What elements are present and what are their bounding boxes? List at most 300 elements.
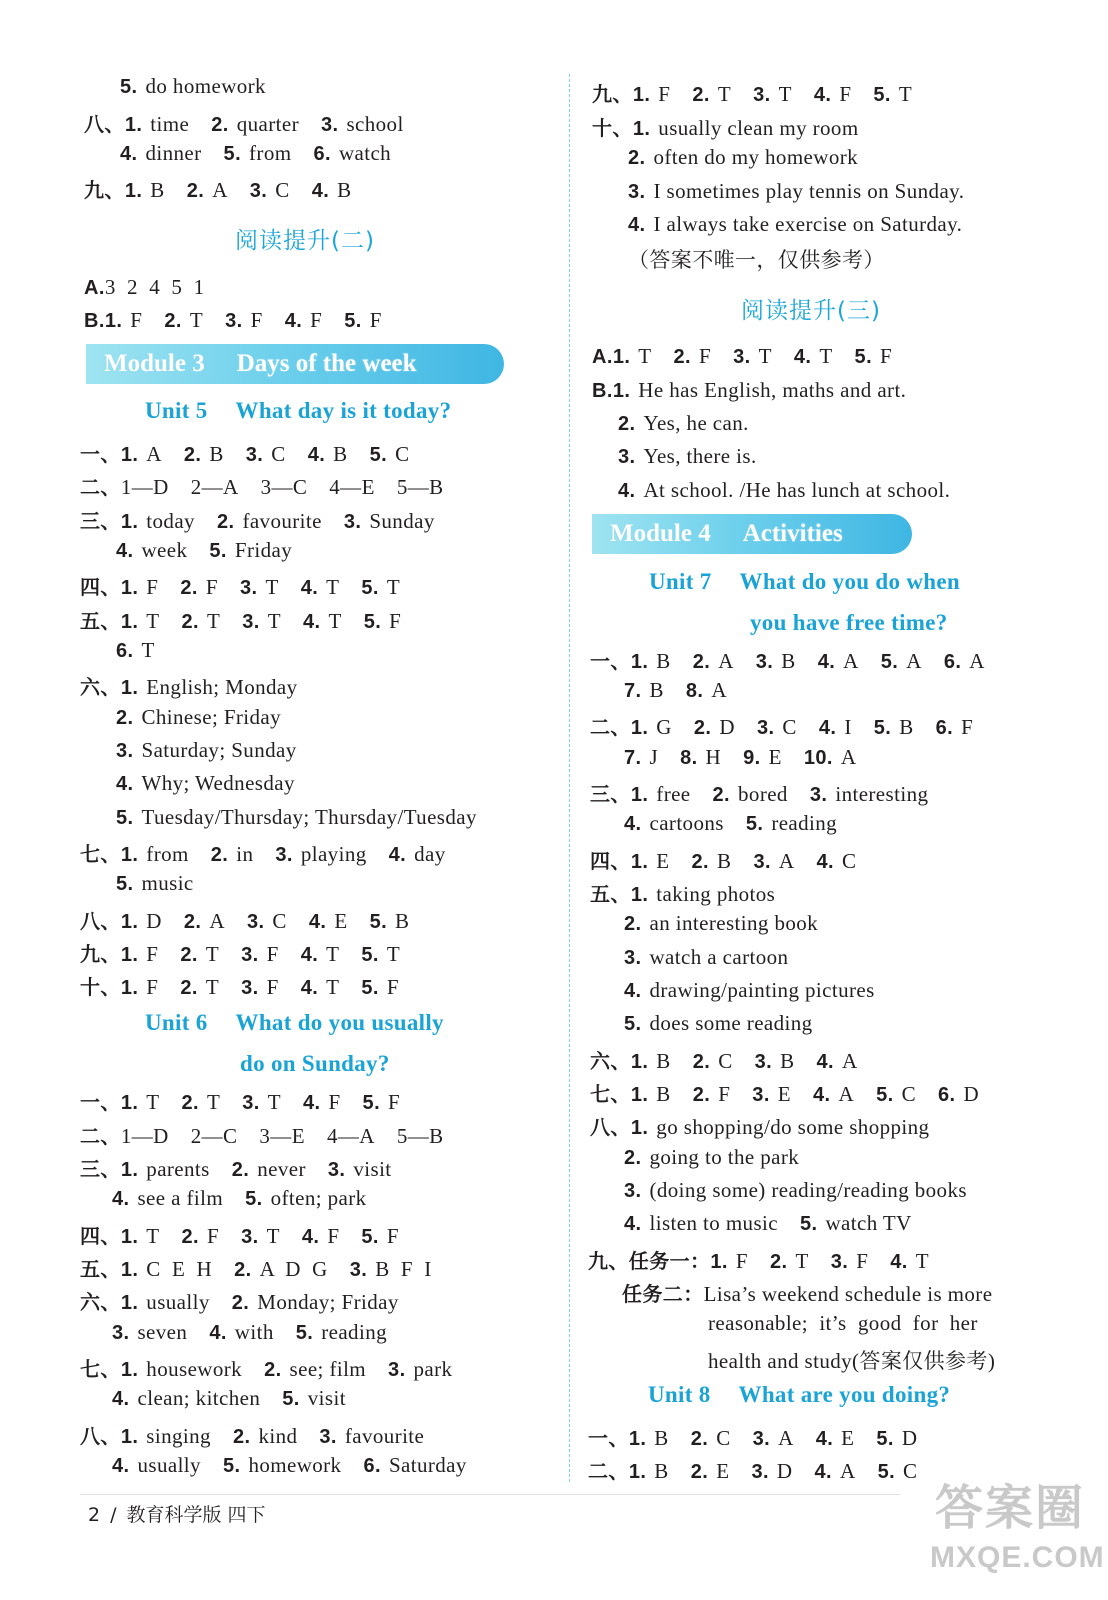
answer-text: T [146,1090,160,1114]
answer-line [80,1286,399,1315]
answer-text: C [395,442,410,466]
item-number: 4. [300,577,319,599]
answer-text: F [699,344,712,368]
item-number: 2. [186,180,205,202]
item-number: 5. [295,1322,314,1344]
unit-6-label: Unit 6 [145,1010,208,1035]
answer-text: At school. /He has lunch at school. [643,478,951,502]
question-number: 一、 [80,444,121,466]
answer-text: T [915,1249,929,1273]
answer-item [121,942,159,967]
item-number: 5. [877,1461,896,1483]
answer-item [674,344,712,369]
item-number: 1. [120,511,139,533]
answer-text: B [654,1426,669,1450]
answer-item [810,782,929,807]
answer-text: 4—A [326,1124,375,1148]
question-number: 六、 [80,1292,121,1314]
answer-text: in [236,842,254,866]
item-number: 4. [300,977,319,999]
watermark-url: MXQE.COM [930,1541,1105,1574]
answer-text: B [337,178,352,202]
answer-text: visit [307,1386,346,1410]
answer-text: favourite [242,509,322,533]
item-number: 4. [816,1051,835,1073]
answer-text: never [257,1157,306,1181]
answer-item [816,1426,855,1451]
answer-text: He has English, maths and art. [638,378,907,402]
answer-item [628,179,964,204]
answer-item [370,909,410,934]
answer-text: E [334,909,348,933]
answer-item [233,1424,297,1449]
answer-item [211,112,299,137]
answer-item [815,1459,856,1484]
unit-7-heading [649,569,960,595]
answer-text: T [326,942,340,966]
question-number: 一、 [80,1092,121,1114]
answer-text: B [209,442,224,466]
answer-item [121,1290,210,1315]
question-number: 八、 [80,911,121,933]
answer-text: today [146,509,195,533]
answer-text: T [778,82,792,106]
answer-item [708,1311,978,1336]
answer-line [590,1078,979,1107]
item-number: 4. [815,1428,834,1450]
answer-item [164,308,203,333]
answer-line [590,1111,929,1140]
answer-line [120,141,391,166]
question-number: 四、 [590,851,631,873]
answer-text: F [658,82,671,106]
unit-5-title: What day is it today? [235,398,452,423]
item-number: 4. [112,1188,130,1210]
answer-text: from [249,141,292,165]
answer-item [182,1090,221,1115]
answer-item [364,609,402,634]
answer-item [819,715,852,740]
answer-line [116,771,295,796]
answer-item [245,1186,366,1211]
answer-line [80,1220,399,1249]
item-number: 2. [181,611,200,633]
question-number: 八、 [84,114,125,136]
item-number: 5. [245,1188,263,1210]
item-number: 1. [120,1159,139,1181]
answer-text: C [272,909,287,933]
answer-item [680,745,721,770]
answer-item [618,411,749,436]
answer-text: B [656,1082,671,1106]
answer-line [80,971,399,1000]
answer-text: T [146,1224,160,1248]
item-number: 5. [344,310,362,332]
question-number: 七、 [80,844,121,866]
page-footer [88,1500,266,1527]
answer-text: English; Monday [146,675,298,699]
item-number: 1. [120,844,139,866]
answer-text: day [414,842,446,866]
answer-text: T [386,575,401,599]
item-number: 3. [246,911,265,933]
answer-text: favourite [344,1424,425,1448]
item-number: 5. [873,717,892,739]
answer-item [817,1049,858,1074]
answer-text: C [841,849,857,873]
item-number: 6. [116,640,134,662]
item-number: 2. [712,784,731,806]
answer-item [704,1282,993,1307]
item-number: 3. [319,1426,337,1448]
answer-line [624,811,837,836]
item-number: 4. [311,180,330,202]
answer-text: time [150,112,190,136]
answer-line [628,212,962,237]
answer-item [770,1249,809,1274]
answer-text: park [413,1357,453,1381]
answer-line [592,378,906,403]
answer-text: F [146,942,159,966]
answer-text: D [901,1426,918,1450]
answer-text: watch [338,141,392,165]
answer-text: B F I [375,1257,432,1281]
item-number: 3. [225,310,243,332]
answer-item [327,1124,375,1149]
answer-text: playing [300,842,367,866]
item-number: 4. [302,611,321,633]
answer-text: F [146,975,159,999]
item-number: 4. [112,1455,130,1477]
answer-line [624,1145,799,1170]
question-number: 五、 [80,611,121,633]
answer-text: kind [258,1424,298,1448]
answer-text: D [719,715,735,739]
answer-item [370,442,410,467]
answer-text: B [781,649,796,673]
answer-line [80,505,435,534]
answer-item [757,715,797,740]
question-number: 二、 [80,1126,121,1148]
answer-item [631,1049,671,1074]
answer-item [121,509,195,534]
question-number: 四、 [80,577,121,599]
answer-text: visit [353,1157,392,1181]
item-number: 4. [624,1213,642,1235]
answer-item [710,1249,748,1274]
item-number: 2. [264,1359,282,1381]
item-number: 1. [630,884,649,906]
answer-text: C [275,178,290,202]
answer-line [590,711,973,740]
item-number: 3. [754,1051,773,1073]
item-number: 3. [624,1180,642,1202]
watermark-text: 答案圈 [934,1480,1085,1536]
answer-item [389,842,446,867]
item-number: 1. [120,911,139,933]
answer-item [241,975,279,1000]
answer-item [116,871,194,896]
answer-text: I sometimes play tennis on Sunday. [653,179,965,203]
answer-item [301,942,340,967]
item-number: 4. [307,444,326,466]
answer-item [794,344,833,369]
answer-item [296,1320,387,1345]
answer-line [80,905,409,934]
item-number: 5. [854,346,873,368]
answer-text: B [717,849,732,873]
answer-line [116,638,155,663]
question-number: 二、 [80,477,121,499]
answer-text: F [207,1224,220,1248]
answer-line [588,1455,917,1484]
question-number: 二、 [590,717,631,739]
answer-text: D [146,909,162,933]
item-number: 3. [245,444,264,466]
answer-text: B [654,1459,669,1483]
item-number: 2. [116,707,134,729]
answer-item [873,82,912,107]
answer-item [240,575,279,600]
answer-text: 2—C [190,1124,238,1148]
answer-line [80,1353,452,1382]
answer-item [211,842,254,867]
answer-item [804,745,857,770]
item-number: 1. [632,118,651,140]
answer-text: 3 2 4 5 1 [104,275,205,299]
item-number: 3. [241,1226,259,1248]
answer-item [817,849,857,874]
module-3-label: Module 3 [104,350,205,377]
item-number: 4. [628,214,646,236]
answer-line [628,244,885,274]
item-number: 1. [630,717,649,739]
answer-text: T [386,942,401,966]
item-number: 5. [880,651,899,673]
item-number: 4. [112,1388,130,1410]
answer-text: F [205,575,218,599]
answer-text: singing [146,1424,211,1448]
answer-text: does some reading [649,1011,813,1035]
answer-item [116,705,281,730]
answer-item [813,1082,854,1107]
answer-item [693,1082,731,1107]
answer-line [84,174,352,203]
answer-item [800,1211,912,1236]
item-number: 4. [817,651,836,673]
footer-separator: / [110,1504,117,1526]
answer-line [116,805,477,830]
answer-text: T [189,308,204,332]
answer-text: see; film [289,1357,367,1381]
item-number: 2. [769,1251,788,1273]
answer-item [112,1453,201,1478]
item-number: 2. [690,1428,709,1450]
answer-item [182,609,221,634]
answer-item [187,178,228,203]
answer-text: T [146,609,160,633]
item-number: 5. [624,1013,642,1035]
item-number: 5. [363,611,382,633]
answer-item [116,738,297,763]
answer-text: Why; Wednesday [141,771,295,795]
answer-text: A [839,1459,856,1483]
answer-item [313,141,391,166]
answer-item [321,112,404,137]
answer-item [631,1115,930,1140]
item-number: 8. [680,747,698,769]
item-number: 4. [818,717,837,739]
item-number: 1. [632,84,651,106]
answer-line [624,945,788,970]
answer-item [624,911,818,936]
item-number: 3. [320,114,339,136]
item-number: 5. [116,807,134,829]
answer-item [225,308,263,333]
answer-text: from [146,842,189,866]
answer-text: T [795,1249,809,1273]
question-number: 三、 [590,784,631,806]
answer-item [624,1178,967,1203]
answer-item [120,74,266,99]
item-number: 1. [124,114,143,136]
item-number: 1. [628,1428,647,1450]
answer-item [309,909,348,934]
answer-line [618,478,950,503]
answer-line [624,978,875,1003]
item-number: 4. [813,84,832,106]
answer-text: A [840,745,857,769]
answer-text: C [903,1459,918,1483]
item-number: 2. [624,1147,642,1169]
item-number: 3. [242,1092,260,1114]
item-number: 5. [223,143,242,165]
module-4-title: Activities [742,520,843,547]
answer-text: （答案不唯一，仅供参考） [628,248,885,272]
item-number: 4. [816,851,834,873]
item-number: 2. [628,147,646,169]
item-number: 2. [692,1084,711,1106]
answer-item [751,1459,792,1484]
item-number: 5. [361,1226,379,1248]
answer-text: 2—A [190,475,239,499]
item-number: 5. [876,1084,894,1106]
answer-item [624,978,875,1003]
item-number: 2. [181,1226,200,1248]
answer-item [121,1090,160,1115]
answer-text: Chinese; Friday [141,705,282,729]
answer-text: E [768,745,782,769]
answer-item [746,811,837,836]
answer-text: T [638,344,652,368]
answer-item [752,1082,791,1107]
answer-text: reading [771,811,838,835]
edition-label: 教育科学版 四下 [126,1504,266,1526]
answer-item [881,649,922,674]
question-number: B. [592,380,613,402]
answer-item [116,538,187,563]
item-number: 3. [112,1322,130,1344]
answer-text: reading [321,1320,387,1344]
answer-line [624,911,818,936]
item-number: 1. [630,784,649,806]
answer-item [743,745,782,770]
question-number: 三、 [80,511,121,533]
answer-item [613,344,652,369]
answer-item [692,849,732,874]
answer-line [84,308,382,333]
answer-item [633,116,859,141]
item-number: 3. [249,180,268,202]
item-number: 5. [799,1213,818,1235]
answer-item [329,475,375,500]
answer-line [112,1320,387,1345]
item-number: 3. [755,651,774,673]
answer-line [80,938,400,967]
answer-text: Friday [234,538,293,562]
answer-item [344,509,435,534]
answer-text: A [212,178,228,202]
answer-text: F [386,975,399,999]
item-number: 3. [618,446,636,468]
item-number: 2. [692,84,710,106]
answer-item [361,575,400,600]
answer-line [116,538,292,563]
answer-text: T [207,609,221,633]
page-number: 2 [88,1504,101,1526]
answer-item [755,1049,795,1074]
answer-item [209,1320,273,1345]
answer-text: A D G [259,1257,328,1281]
module-4-banner [592,514,912,554]
answer-line [624,1178,967,1203]
question-number: 七、 [80,1359,121,1381]
item-number: 1. [630,651,649,673]
answer-item [624,745,658,770]
answer-line [622,1278,992,1307]
answer-text: G [656,715,672,739]
answer-item [112,1320,187,1345]
answer-item [121,575,159,600]
answer-item [182,1224,220,1249]
answer-text: cartoons [649,811,724,835]
item-number: 5. [369,444,388,466]
answer-text: seven [137,1320,188,1344]
answer-line [84,275,205,300]
item-number: 1. [120,1092,139,1114]
answer-item [184,442,224,467]
answer-item [693,1049,733,1074]
item-number: 9. [743,747,761,769]
item-number: 4. [814,1461,832,1483]
item-number: 6. [937,1084,956,1106]
item-number: 5. [873,84,891,106]
question-number: A. [84,277,105,299]
item-number: 3. [752,1084,770,1106]
item-number: 6. [313,143,331,165]
answer-item [121,842,189,867]
answer-item [363,1090,401,1115]
answer-item [753,82,792,107]
item-number: 1. [630,1051,649,1073]
answer-text: F [130,308,143,332]
answer-text: F [266,942,279,966]
answer-item [301,575,340,600]
answer-text: F [369,308,382,332]
question-number: 八、 [80,1426,121,1448]
answer-text: an interesting book [649,911,819,935]
answer-line [708,1345,995,1375]
